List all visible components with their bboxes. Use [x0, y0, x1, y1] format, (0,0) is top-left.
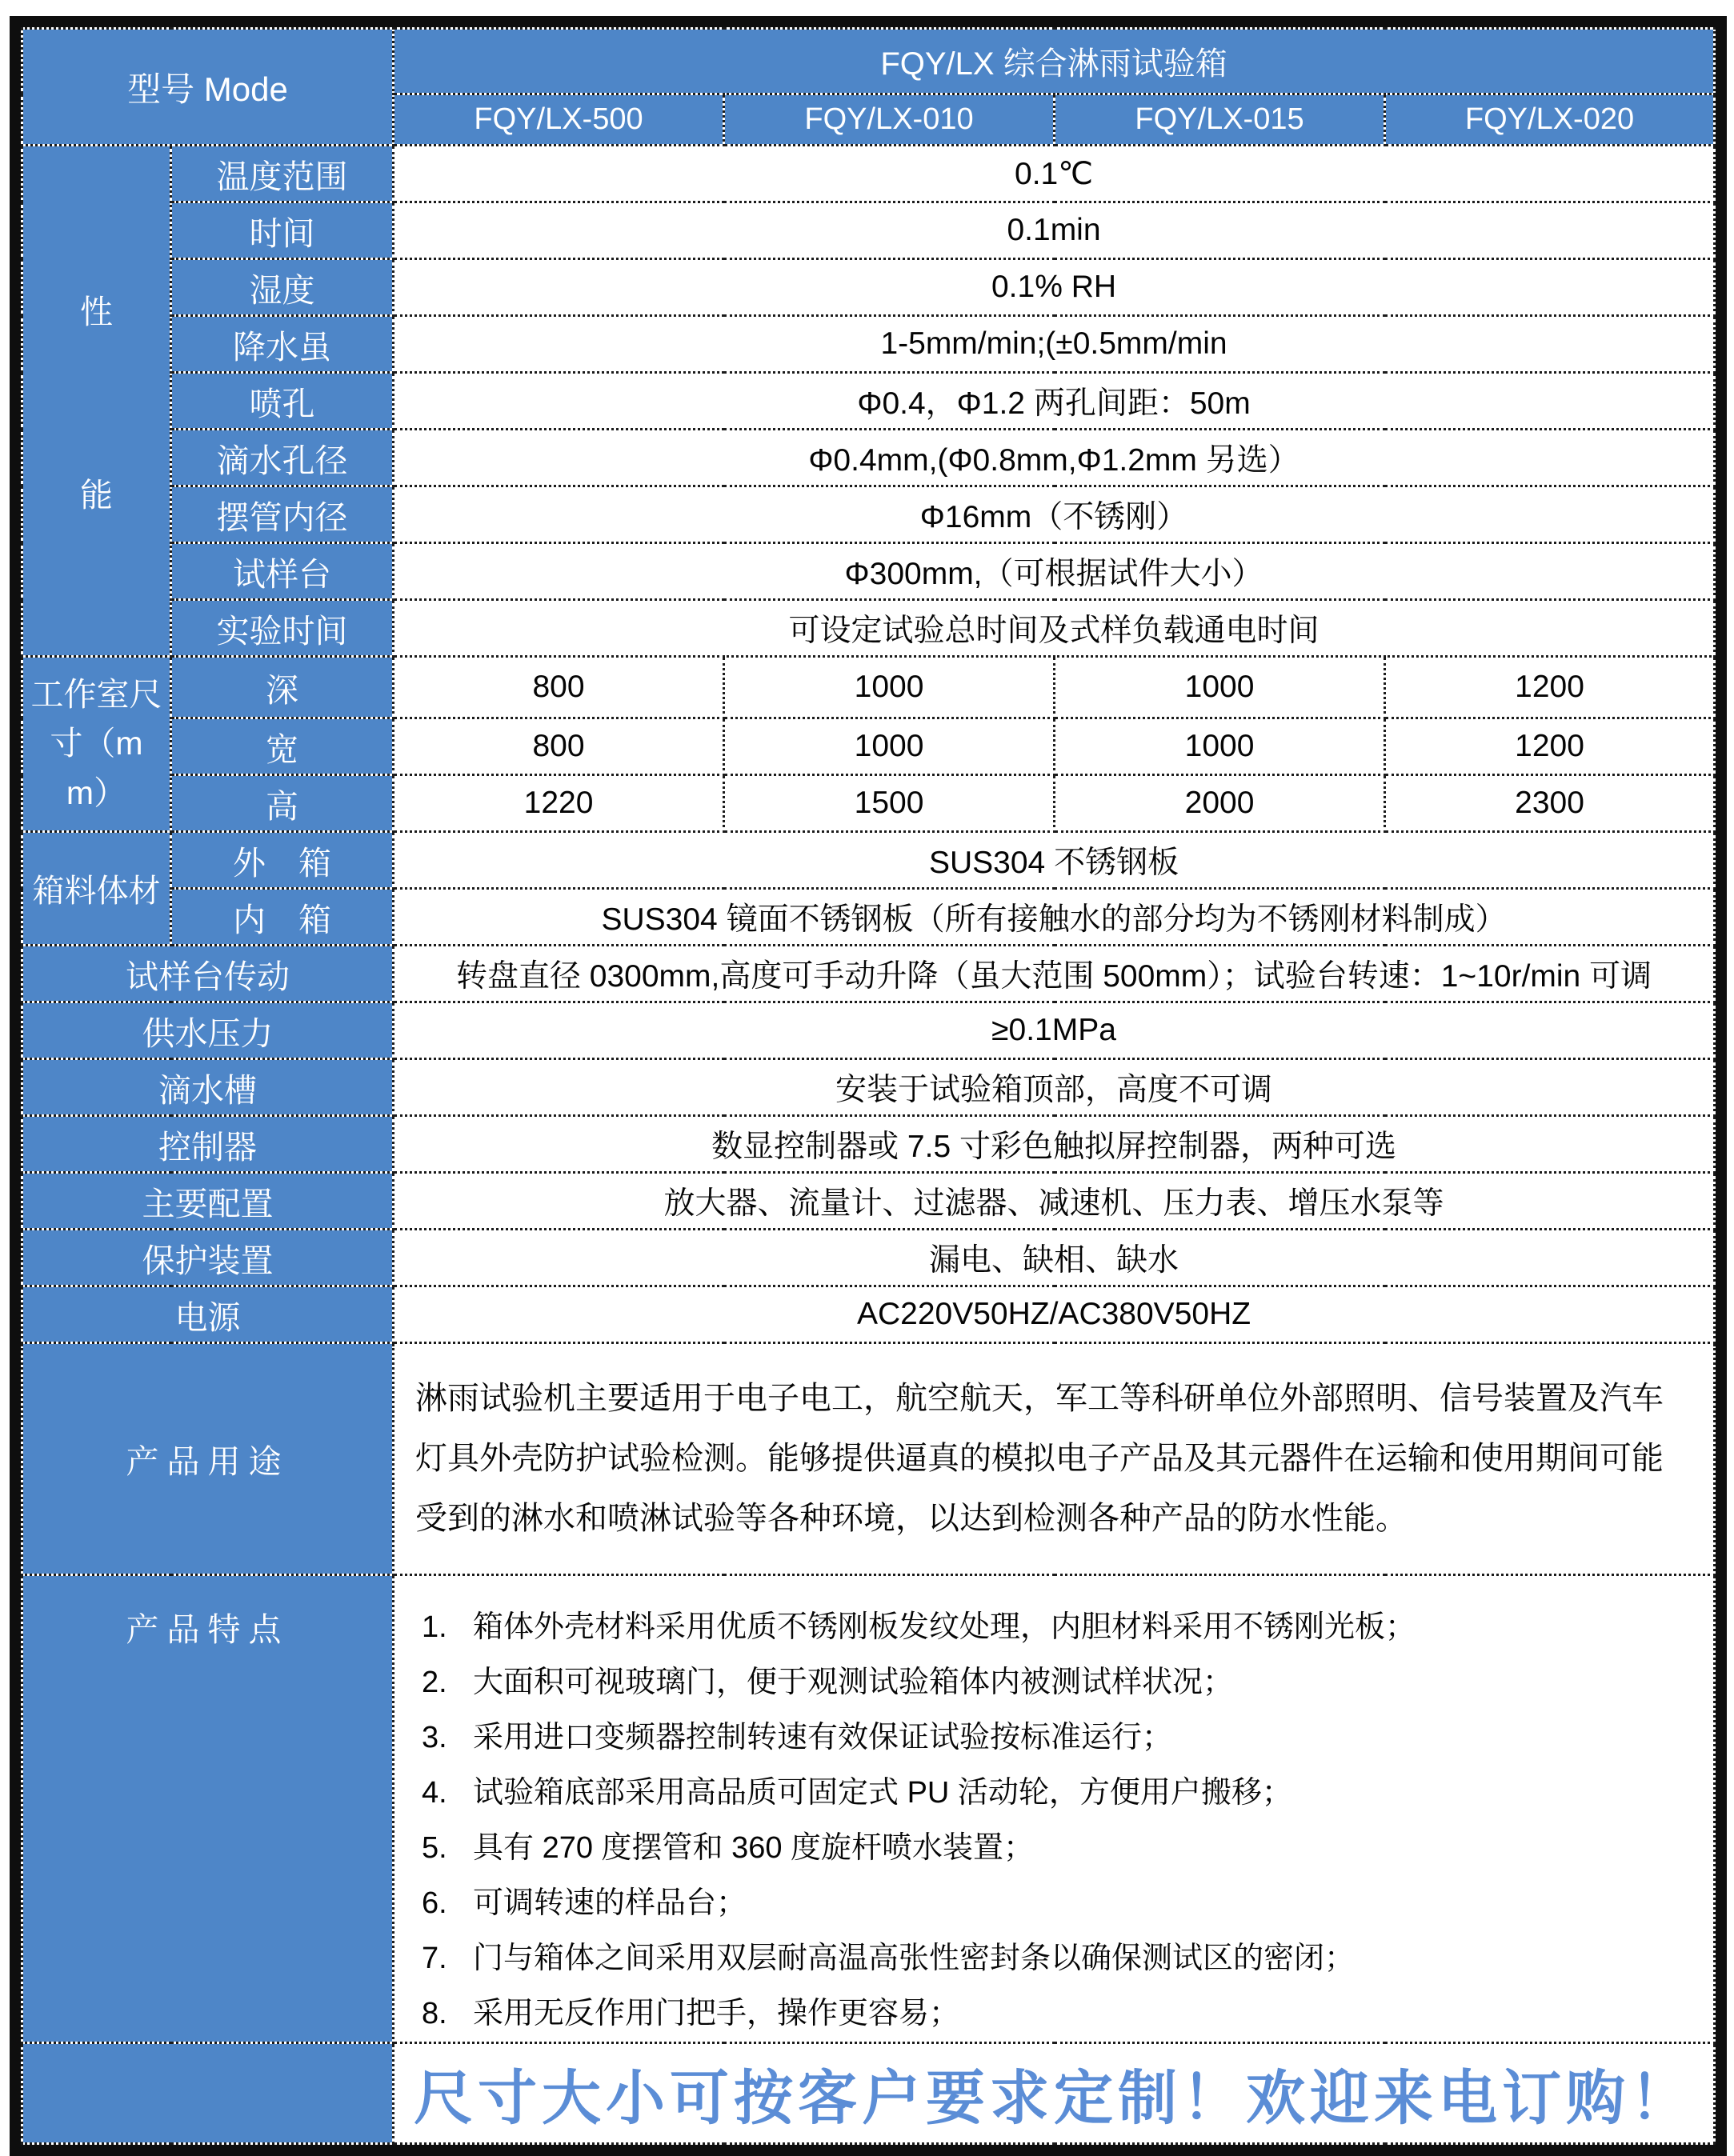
perf-row-label: 滴水孔径: [171, 430, 394, 486]
material-row-label: 外 箱: [171, 832, 394, 889]
dim-value: 1500: [724, 775, 1055, 832]
dim-row-label: 宽: [171, 718, 394, 775]
banner-text: 尺寸大小可按客户要求定制！欢迎来电订购！: [394, 2043, 1715, 2144]
feature-item: [422, 1766, 1694, 1821]
dim-value: 800: [394, 718, 724, 775]
spec-row-value: 转盘直径 0300mm,高度可手动升降（虽大范围 500mm）；试验台转速：1~10r/min 可调: [394, 946, 1715, 1002]
model-name-cell: FQY/LX-500: [394, 94, 724, 146]
feature-item: [422, 1931, 1694, 1986]
spec-row-value: 漏电、缺相、缺水: [394, 1230, 1715, 1286]
dim-row-label: 深: [171, 657, 394, 718]
feature-item: [422, 1821, 1694, 1876]
material-row-label: 内 箱: [171, 889, 394, 946]
perf-row-label: 湿度: [171, 259, 394, 316]
spec-table: [21, 27, 1716, 2145]
usage-text: 淋雨试验机主要适用于电子电工，航空航天，军工等科研单位外部照明、信号装置及汽车灯具外壳防护试验检测。能够提供逼真的模拟电子产品及其元器件在运输和使用期间可能受到的淋水和喷淋试验等各种环境，以达到检测各种产品的防水性能。: [394, 1343, 1715, 1575]
feature-text: 采用无反作用门把手，操作更容易；: [473, 1997, 960, 2030]
feature-number: 4.: [422, 1776, 447, 1810]
spec-sheet: [10, 16, 1727, 2156]
performance-group-cell: [22, 146, 171, 657]
feature-item: [422, 1600, 1694, 1655]
spec-row-label: 滴水槽: [22, 1059, 394, 1116]
spec-row-value: 安装于试验箱顶部，高度不可调: [394, 1059, 1715, 1116]
model-name-cell: FQY/LX-010: [724, 94, 1055, 146]
performance-char-bottom: 能: [80, 477, 113, 514]
feature-text: 大面积可视玻璃门，便于观测试验箱体内被测试样状况；: [473, 1666, 1234, 1699]
feature-text: 试验箱底部采用高品质可固定式 PU 活动轮，方便用户搬移；: [473, 1776, 1292, 1810]
feature-item: [422, 1710, 1694, 1766]
perf-row-value: 0.1min: [394, 202, 1715, 259]
spec-row-label: 控制器: [22, 1116, 394, 1173]
dim-value: 1000: [1055, 657, 1385, 718]
perf-row-label: 喷孔: [171, 373, 394, 430]
spec-row-value: 数显控制器或 7.5 寸彩色触拟屏控制器，两种可选: [394, 1116, 1715, 1173]
feature-text: 具有 270 度摆管和 360 度旋杆喷水装置；: [473, 1831, 1035, 1865]
dim-value: 1000: [1055, 718, 1385, 775]
perf-row-label: 摆管内径: [171, 486, 394, 543]
feature-item: [422, 1876, 1694, 1931]
dim-value: 1000: [724, 718, 1055, 775]
perf-row-value: 0.1% RH: [394, 259, 1715, 316]
feature-text: 可调转速的样品台；: [473, 1886, 747, 1920]
features-list: [394, 1575, 1715, 2043]
perf-row-label: 时间: [171, 202, 394, 259]
performance-group-label: [24, 286, 169, 516]
spec-row-value: AC220V50HZ/AC380V50HZ: [394, 1286, 1715, 1343]
perf-row-label: 降水虽: [171, 316, 394, 373]
feature-text: 门与箱体之间采用双层耐高温高张性密封条以确保测试区的密闭；: [473, 1942, 1356, 1975]
spec-row-label: 试样台传动: [22, 946, 394, 1002]
dim-value: 2000: [1055, 775, 1385, 832]
perf-row-value: Φ0.4mm,(Φ0.8mm,Φ1.2mm 另选）: [394, 430, 1715, 486]
feature-number: 2.: [422, 1666, 447, 1699]
dim-row-label: 高: [171, 775, 394, 832]
dim-value: 2300: [1385, 775, 1715, 832]
feature-item: [422, 1986, 1694, 2042]
perf-row-label: 试样台: [171, 543, 394, 600]
dim-value: 1200: [1385, 718, 1715, 775]
spec-row-label: 供水压力: [22, 1002, 394, 1059]
perf-row-label: 温度范围: [171, 146, 394, 202]
perf-row-value: Φ0.4，Φ1.2 两孔间距：50m: [394, 373, 1715, 430]
features-label-cell: 产品特点: [22, 1575, 394, 2043]
banner-left-cell: [22, 2043, 394, 2144]
materials-group-cell: 箱料体材: [22, 832, 171, 946]
spec-row-label: 保护装置: [22, 1230, 394, 1286]
feature-text: 采用进口变频器控制转速有效保证试验按标准运行；: [473, 1721, 1173, 1754]
model-header-cell: 型号 Mode: [22, 29, 394, 146]
material-row-value: SUS304 镜面不锈钢板（所有接触水的部分均为不锈刚材料制成）: [394, 889, 1715, 946]
dim-value: 800: [394, 657, 724, 718]
feature-item: [422, 1655, 1694, 1710]
spec-row-label: 主要配置: [22, 1173, 394, 1230]
series-title-cell: FQY/LX 综合淋雨试验箱: [394, 29, 1715, 94]
feature-number: 5.: [422, 1831, 447, 1865]
feature-number: 1.: [422, 1610, 447, 1644]
feature-number: 6.: [422, 1886, 447, 1920]
model-name-cell: FQY/LX-020: [1385, 94, 1715, 146]
perf-row-value: 0.1℃: [394, 146, 1715, 202]
dim-value: 1200: [1385, 657, 1715, 718]
material-row-value: SUS304 不锈钢板: [394, 832, 1715, 889]
perf-row-value: 1-5mm/min;(±0.5mm/min: [394, 316, 1715, 373]
feature-text: 箱体外壳材料采用优质不锈刚板发纹处理，内胆材料采用不锈刚光板；: [473, 1610, 1416, 1644]
feature-number: 7.: [422, 1942, 447, 1975]
perf-row-value: Φ16mm（不锈刚）: [394, 486, 1715, 543]
usage-label-cell: 产品用途: [22, 1343, 394, 1575]
performance-char-top: 性: [80, 294, 113, 330]
perf-row-value: 可设定试验总时间及式样负载通电时间: [394, 600, 1715, 657]
spec-row-value: ≥0.1MPa: [394, 1002, 1715, 1059]
spec-row-value: 放大器、流量计、过滤器、减速机、压力表、增压水泵等: [394, 1173, 1715, 1230]
perf-row-label: 实验时间: [171, 600, 394, 657]
feature-number: 3.: [422, 1721, 447, 1754]
spec-row-label: 电源: [22, 1286, 394, 1343]
dim-value: 1220: [394, 775, 724, 832]
perf-row-value: Φ300mm,（可根据试件大小）: [394, 543, 1715, 600]
model-name-cell: FQY/LX-015: [1055, 94, 1385, 146]
dim-value: 1000: [724, 657, 1055, 718]
feature-number: 8.: [422, 1997, 447, 2030]
dimensions-group-cell: 工作室尺寸（mm）: [22, 657, 171, 832]
